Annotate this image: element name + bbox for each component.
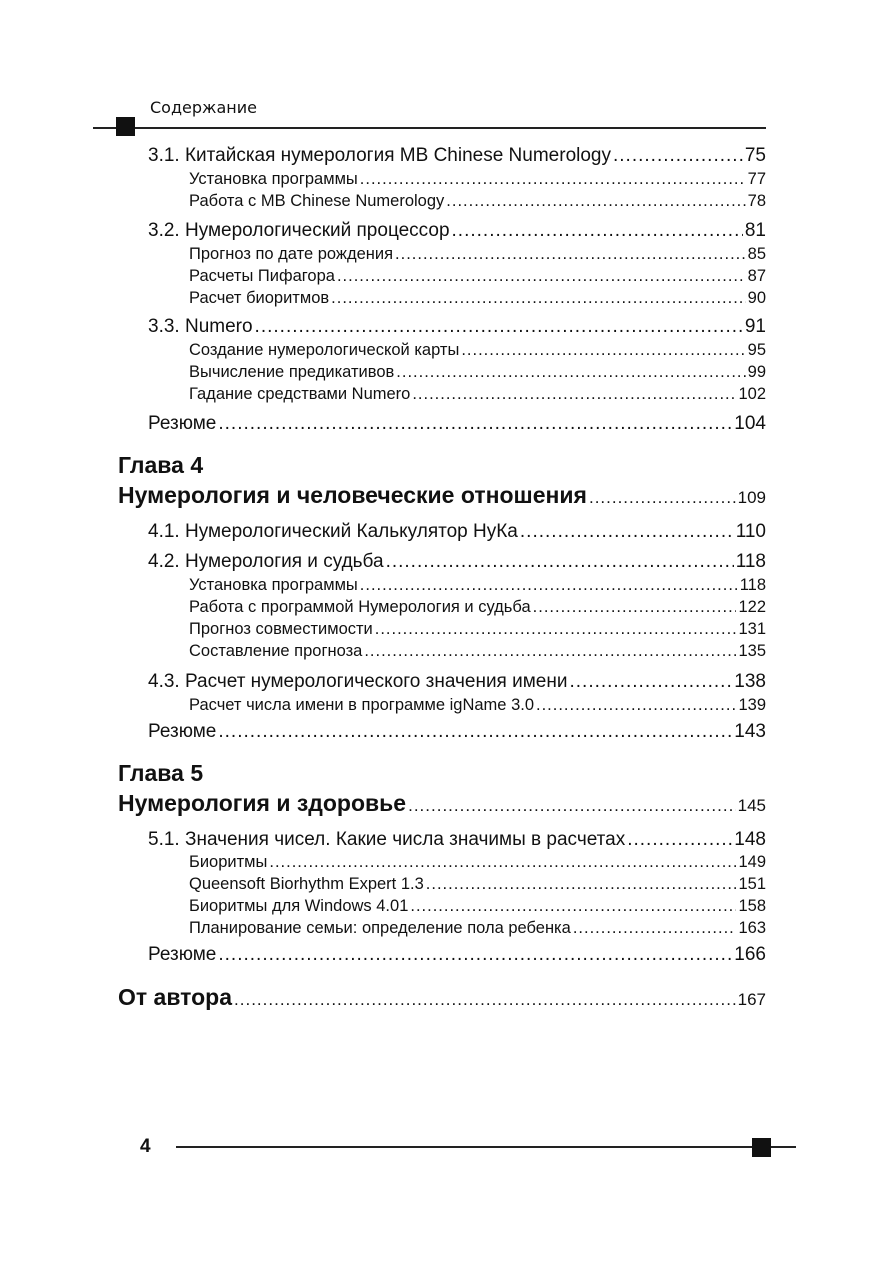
- toc-entry-title: Прогноз по дате рождения: [189, 245, 394, 263]
- toc-entry-title: Работа с MB Chinese Numerology: [189, 192, 445, 210]
- toc-entry-page: 167: [737, 990, 766, 1009]
- toc-entry-title: 5.1. Значения чисел. Какие числа значимы в расчетах: [148, 829, 626, 850]
- toc-entry-page: 163: [738, 919, 766, 937]
- toc-entry-4-2-d[interactable]: [189, 642, 766, 661]
- toc-entry-title: Работа с программой Нумерология и судьба: [189, 598, 531, 616]
- dot-leader: [269, 853, 736, 872]
- toc-entry-title: От автора: [118, 984, 233, 1010]
- dot-leader: [410, 897, 736, 916]
- dot-leader: [331, 289, 745, 308]
- toc-entry-title: Расчет числа имени в программе igName 3.0: [189, 696, 535, 714]
- toc-entry-title: 3.2. Нумерологический процессор: [148, 220, 450, 241]
- toc-entry-page: 166: [734, 944, 766, 965]
- toc-entry-title: Расчет биоритмов: [189, 289, 330, 307]
- dot-leader: [218, 413, 732, 435]
- dot-leader: [218, 944, 732, 966]
- toc-entry-page: 138: [734, 671, 766, 692]
- toc-entry-title: Queensoft Biorhythm Expert 1.3: [189, 875, 424, 893]
- toc-entry-title: Резюме: [148, 413, 217, 434]
- toc-entry-page: 90: [747, 289, 766, 307]
- toc-entry-page: 81: [744, 220, 766, 241]
- toc-entry-5-1-d[interactable]: [189, 919, 766, 938]
- toc-entry-page: 77: [747, 170, 766, 188]
- toc-entry-3-1[interactable]: [148, 145, 766, 167]
- dot-leader: [520, 521, 734, 543]
- toc-entry-page: 151: [738, 875, 766, 893]
- toc-entry-title: Нумерология и здоровье: [118, 790, 407, 816]
- dot-leader: [255, 316, 743, 338]
- chapter-5-label: Глава 5: [118, 760, 204, 786]
- dot-leader: [360, 576, 738, 595]
- toc-entry-4-3-a[interactable]: [189, 696, 766, 715]
- toc-entry-page: 131: [738, 620, 766, 638]
- toc-entry-page: 145: [737, 796, 766, 815]
- dot-leader: [533, 598, 737, 617]
- toc-entry-title: Расчеты Пифагора: [189, 267, 335, 285]
- dot-leader: [573, 919, 737, 938]
- dot-leader: [452, 220, 743, 242]
- toc-entry-3-1-a[interactable]: [189, 170, 766, 189]
- toc-entry-page: 78: [747, 192, 766, 210]
- toc-entry-title: Установка программы: [189, 576, 358, 594]
- toc-entry-title: 3.3. Numero: [148, 316, 253, 337]
- toc-entry-title: 4.3. Расчет нумерологического значения имени: [148, 671, 568, 692]
- toc-entry-3-2-b[interactable]: [189, 267, 766, 286]
- toc-entry-title: 4.2. Нумерология и судьба: [148, 551, 384, 572]
- toc-entry-resume-4[interactable]: [148, 721, 766, 743]
- toc-entry-3-2[interactable]: [148, 220, 766, 242]
- toc-entry-title: Биоритмы для Windows 4.01: [189, 897, 409, 915]
- footer-rule: [176, 1146, 796, 1148]
- dot-leader: [364, 642, 736, 661]
- toc-entry-page: 139: [738, 696, 766, 714]
- toc-entry-5-1-a[interactable]: [189, 853, 766, 872]
- toc-entry-title: Прогноз совместимости: [189, 620, 373, 638]
- dot-leader: [627, 829, 732, 851]
- toc-entry-page: 109: [737, 488, 766, 507]
- toc-entry-4-2-b[interactable]: [189, 598, 766, 617]
- toc-entry-title: Создание нумерологической карты: [189, 341, 460, 359]
- page-number: 4: [140, 1136, 151, 1157]
- dot-leader: [375, 620, 737, 639]
- toc-entry-3-1-b[interactable]: [189, 192, 766, 211]
- toc-entry-page: 91: [744, 316, 766, 337]
- dot-leader: [386, 551, 734, 573]
- toc-entry-title: Резюме: [148, 721, 217, 742]
- toc-entry-page: 104: [734, 413, 766, 434]
- toc-chapter-5[interactable]: [118, 790, 766, 817]
- dot-leader: [360, 170, 746, 189]
- toc-entry-page: 99: [747, 363, 766, 381]
- toc-entry-title: 3.1. Китайская нумерология MB Chinese Numerology: [148, 145, 611, 166]
- toc-entry-5-1-c[interactable]: [189, 897, 766, 916]
- toc-entry-page: 158: [738, 897, 766, 915]
- dot-leader: [569, 671, 732, 693]
- dot-leader: [412, 385, 736, 404]
- toc-entry-page: 118: [735, 551, 766, 572]
- toc-entry-5-1-b[interactable]: [189, 875, 766, 894]
- dot-leader: [234, 990, 736, 1010]
- toc-entry-title: Биоритмы: [189, 853, 268, 871]
- toc-entry-title: Установка программы: [189, 170, 358, 188]
- toc-entry-page: 85: [747, 245, 766, 263]
- toc-entry-page: 95: [747, 341, 766, 359]
- dot-leader: [218, 721, 732, 743]
- toc-entry-page: 148: [734, 829, 766, 850]
- toc-entry-page: 102: [738, 385, 766, 403]
- toc-entry-title: Гадание средствами Numero: [189, 385, 411, 403]
- dot-leader: [589, 488, 736, 508]
- dot-leader: [461, 341, 745, 360]
- toc-entry-resume-3[interactable]: [148, 413, 766, 435]
- toc-entry-page: 87: [747, 267, 766, 285]
- toc-entry-5-1[interactable]: [148, 829, 766, 851]
- dot-leader: [396, 363, 745, 382]
- toc-entry-4-2-c[interactable]: [189, 620, 766, 639]
- header-square-marker: [116, 117, 135, 136]
- toc-entry-3-2-a[interactable]: [189, 245, 766, 264]
- header-rule: [93, 127, 766, 129]
- chapter-4-label: Глава 4: [118, 452, 204, 478]
- toc-entry-4-3[interactable]: [148, 671, 766, 693]
- toc-entry-page: 149: [738, 853, 766, 871]
- dot-leader: [446, 192, 745, 211]
- toc-entry-title: Вычисление предикативов: [189, 363, 395, 381]
- toc-entry-title: Составление прогноза: [189, 642, 363, 660]
- footer-square-marker: [752, 1138, 771, 1157]
- toc-entry-title: Резюме: [148, 944, 217, 965]
- toc-entry-from-author[interactable]: [118, 984, 766, 1011]
- toc-entry-title: Нумерология и человеческие отношения: [118, 482, 587, 508]
- toc-entry-4-2-a[interactable]: [189, 576, 766, 595]
- toc-entry-4-1[interactable]: [148, 521, 766, 543]
- dot-leader: [426, 875, 737, 894]
- running-header: Содержание: [150, 98, 257, 117]
- dot-leader: [408, 796, 736, 816]
- dot-leader: [337, 267, 746, 286]
- toc-entry-page: 118: [739, 576, 766, 594]
- toc-entry-page: 122: [738, 598, 766, 616]
- toc-entry-title: Планирование семьи: определение пола ребенка: [189, 919, 571, 937]
- toc-entry-resume-5[interactable]: [148, 944, 766, 966]
- toc-entry-page: 143: [734, 721, 766, 742]
- dot-leader: [395, 245, 746, 264]
- toc-entry-3-3-a[interactable]: [189, 341, 766, 360]
- toc-entry-3-3[interactable]: [148, 316, 766, 338]
- toc-entry-title: 4.1. Нумерологический Калькулятор НуКа: [148, 521, 518, 542]
- toc-entry-3-2-c[interactable]: [189, 289, 766, 308]
- toc-entry-4-2[interactable]: [148, 551, 766, 573]
- toc-entry-page: 135: [738, 642, 766, 660]
- toc-entry-page: 75: [744, 145, 766, 166]
- toc-entry-page: 110: [735, 521, 766, 542]
- toc-chapter-4[interactable]: [118, 482, 766, 509]
- dot-leader: [613, 145, 743, 167]
- toc-entry-3-3-c[interactable]: [189, 385, 766, 404]
- toc-entry-3-3-b[interactable]: [189, 363, 766, 382]
- dot-leader: [536, 696, 736, 715]
